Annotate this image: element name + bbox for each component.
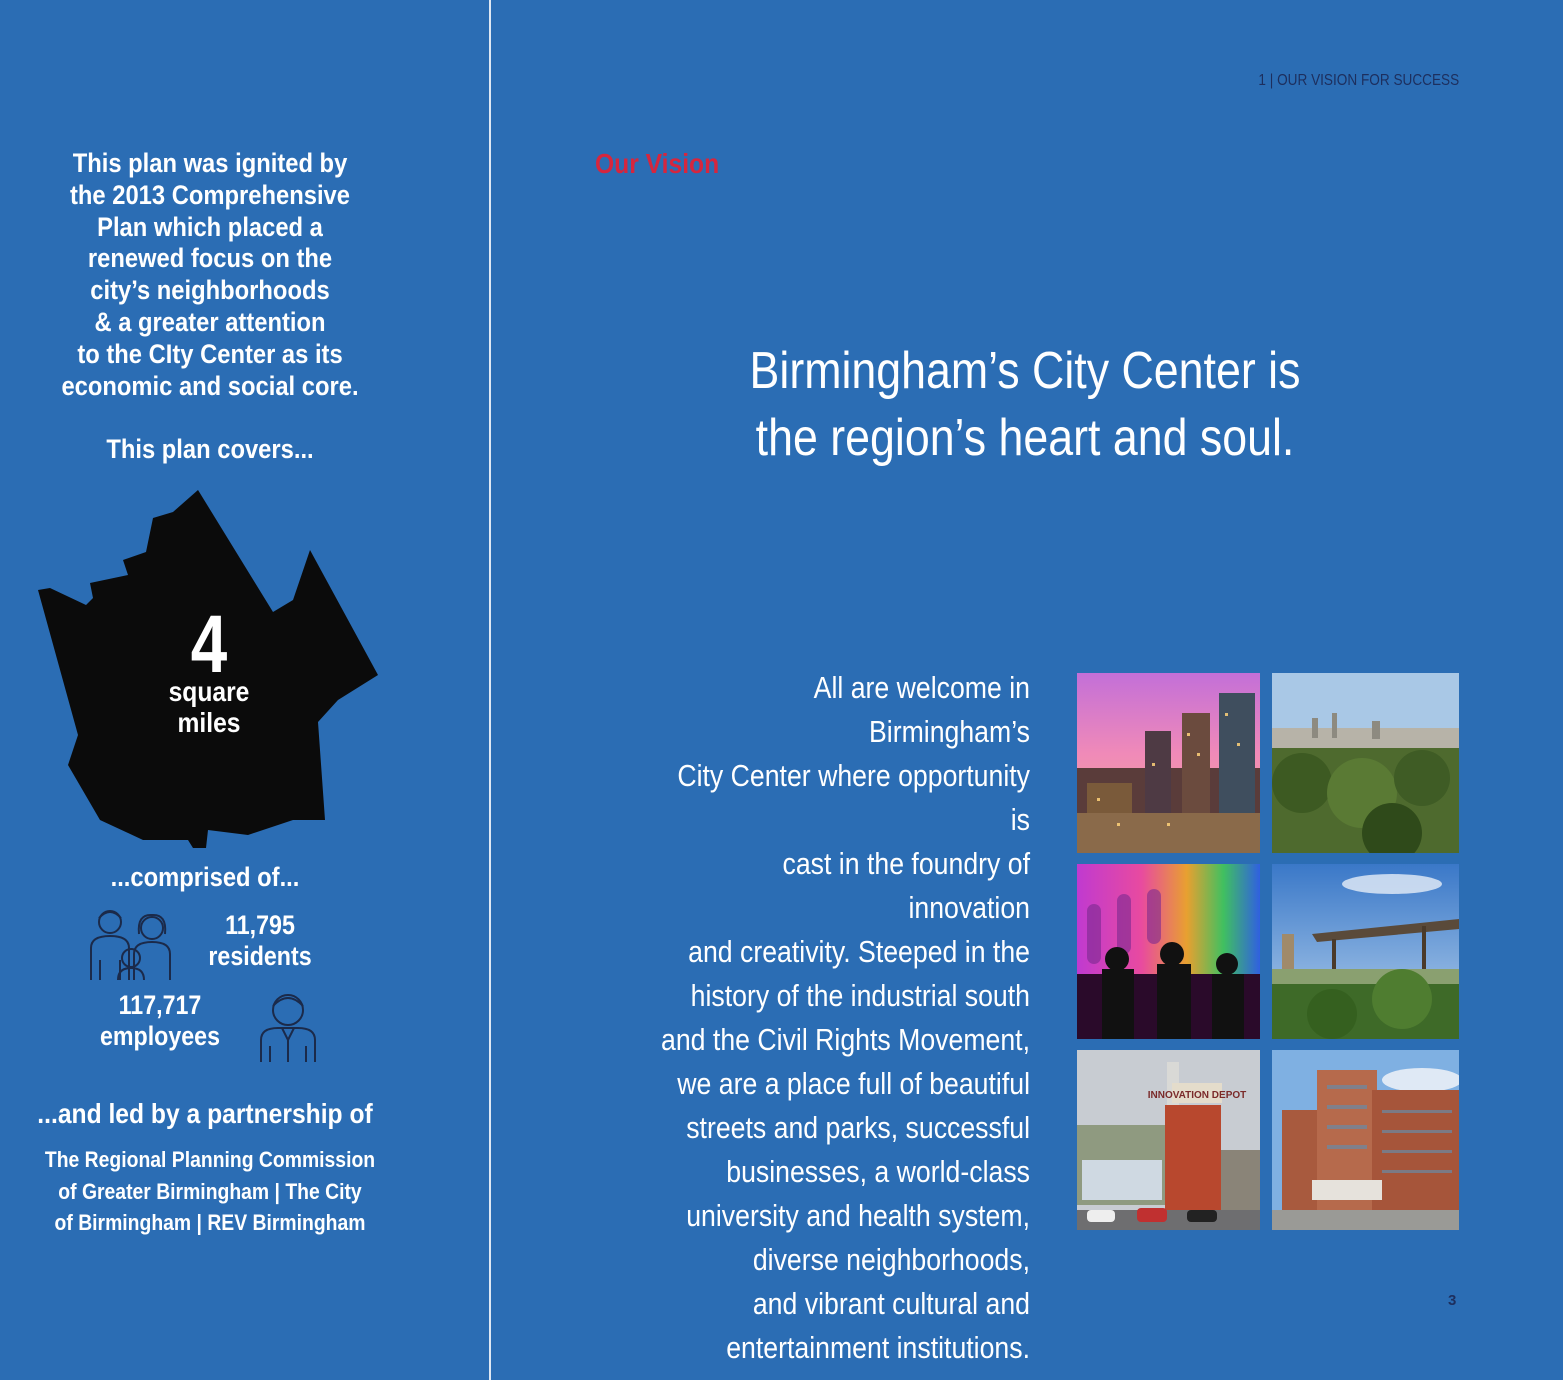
employees-value: 117,717 <box>118 990 202 1020</box>
intro-text <box>43 148 377 402</box>
partners-line: of Birmingham | REV Birmingham <box>54 1210 366 1235</box>
section-title: Our Vision <box>595 148 720 179</box>
photo-railroad-park <box>1272 864 1459 1039</box>
area-unit-line: square <box>168 676 250 707</box>
body-line: All are welcome in Birmingham’s <box>813 670 1030 749</box>
photo-rainbow-tunnel <box>1077 864 1260 1039</box>
body-line: university and health system, <box>686 1198 1030 1233</box>
body-line: and the Civil Rights Movement, <box>661 1022 1030 1057</box>
intro-line: the 2013 Comprehensive <box>70 179 350 210</box>
employees-label: employees <box>99 1021 221 1051</box>
partnership-heading: ...and led by a partnership of <box>37 1098 373 1129</box>
depot-sign-text: INNOVATION DEPOT <box>1147 1090 1247 1101</box>
partners-list <box>34 1144 386 1239</box>
body-line: City Center where opportunity is <box>677 758 1030 837</box>
area-unit-line: miles <box>177 707 241 738</box>
person-icon <box>258 990 318 1064</box>
area-value: 4 <box>190 599 228 690</box>
partners-line: of Greater Birmingham | The City <box>58 1178 362 1204</box>
body-line: history of the industrial south <box>690 978 1030 1013</box>
body-line: diverse neighborhoods, <box>752 1242 1030 1277</box>
headline-line: Birmingham’s City Center is <box>749 342 1301 400</box>
body-line: cast in the foundry of innovation <box>782 846 1030 925</box>
intro-line: to the CIty Center as its <box>77 338 343 369</box>
intro-line: economic and social core. <box>61 370 359 401</box>
intro-line: Plan which placed a <box>97 211 323 242</box>
body-line: we are a place full of beautiful <box>677 1066 1030 1101</box>
employees-stat <box>91 990 229 1052</box>
body-line: and vibrant cultural and <box>752 1286 1030 1321</box>
body-line: entertainment institutions. <box>726 1330 1030 1365</box>
intro-line: renewed focus on the <box>87 243 333 274</box>
intro-line: This plan was ignited by <box>72 148 348 178</box>
photo-uab-hospital <box>1272 1050 1459 1230</box>
photo-city-overlook <box>1272 673 1459 853</box>
photo-innovation-depot <box>1077 1050 1260 1230</box>
left-panel <box>0 0 489 1380</box>
partners-line: The Regional Planning Commission <box>44 1147 376 1172</box>
intro-line: city’s neighborhoods <box>90 275 330 306</box>
page-number: 3 <box>1448 1292 1457 1309</box>
body-line: and creativity. Steeped in the <box>688 934 1030 969</box>
residents-label: residents <box>208 941 312 971</box>
headline-line: the region’s heart and soul. <box>755 409 1295 467</box>
covers-heading: This plan covers... <box>106 434 314 464</box>
page-divider <box>489 0 491 1380</box>
residents-value: 11,795 <box>225 910 295 940</box>
intro-line: & a greater attention <box>94 306 326 337</box>
section-header: 1 | OUR VISION FOR SUCCESS <box>1258 72 1459 89</box>
vision-body-text <box>660 666 1030 1370</box>
headline <box>746 338 1305 472</box>
body-line: streets and parks, successful <box>686 1110 1030 1145</box>
body-line: businesses, a world-class <box>726 1154 1030 1189</box>
comprised-heading: ...comprised of... <box>110 862 300 892</box>
area-unit <box>121 676 297 738</box>
residents-stat <box>191 910 329 972</box>
family-icon <box>88 908 174 982</box>
photo-skyline-dusk <box>1077 673 1260 853</box>
